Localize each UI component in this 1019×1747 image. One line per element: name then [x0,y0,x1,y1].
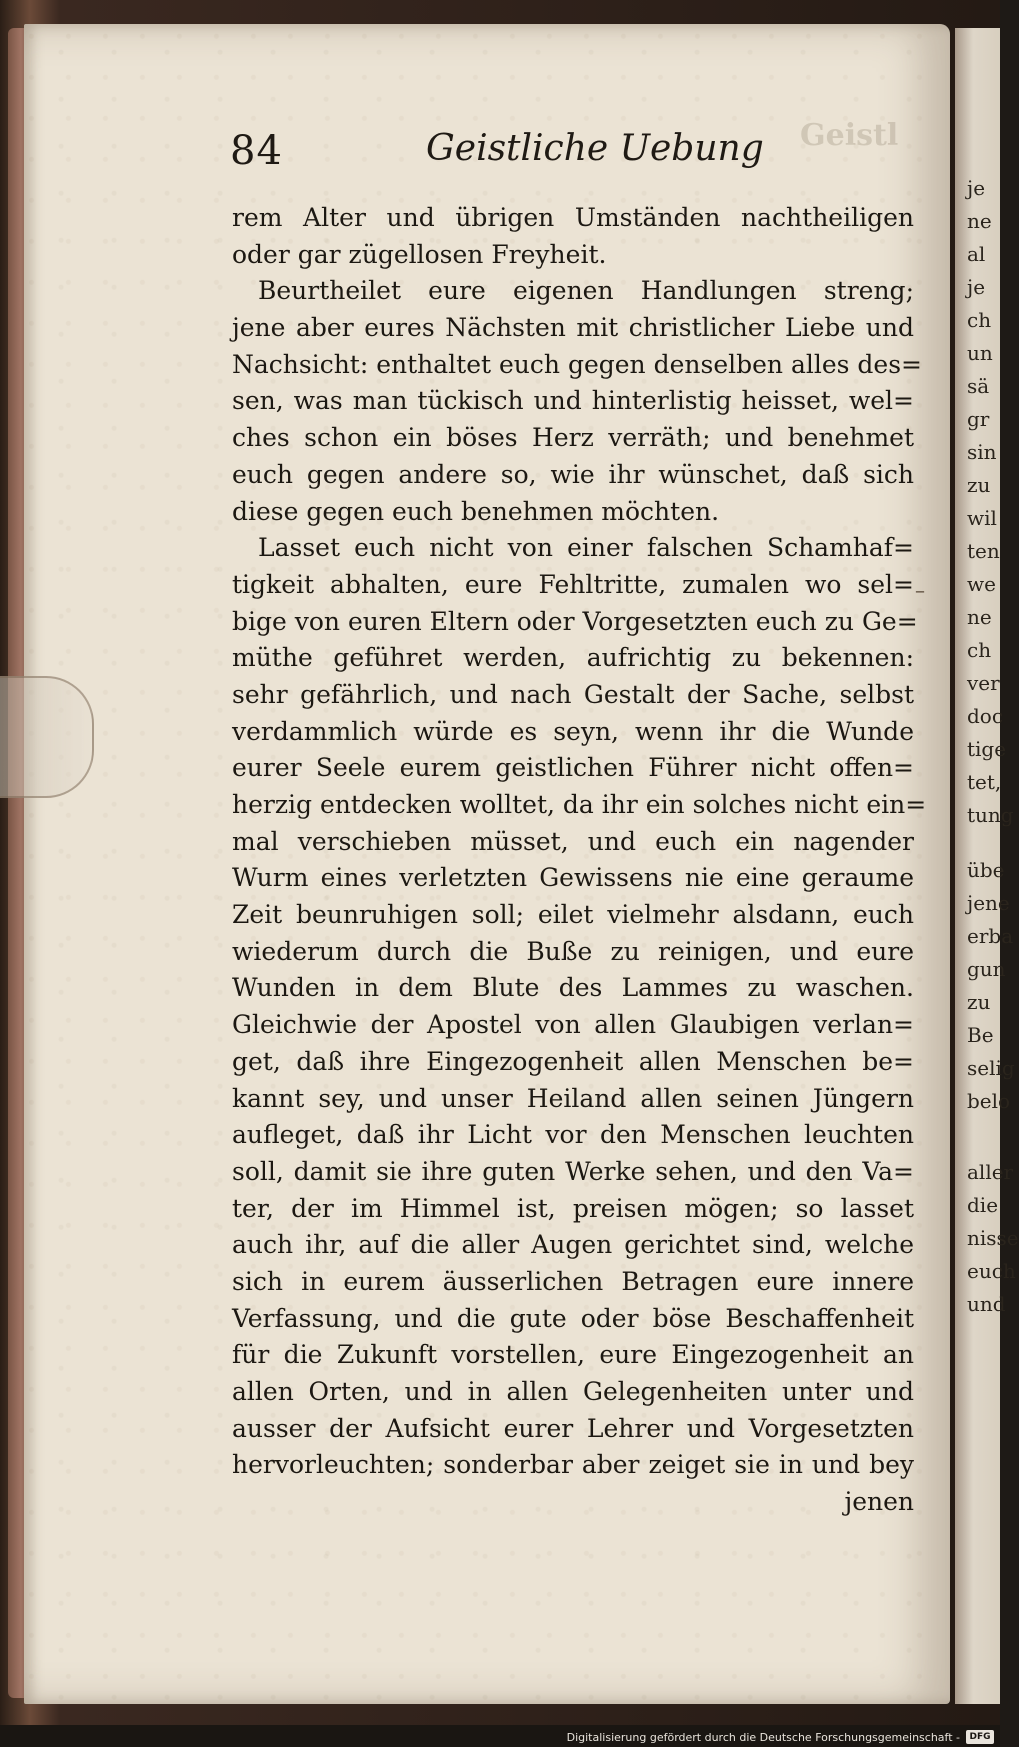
facing-page-fragment: belo [967,1089,1011,1113]
text-line: sich in eurem äusserlichen Betragen eure innere [232,1266,914,1296]
facing-page-fragment: und [967,1292,1006,1316]
facing-page-fragment: euch [967,1259,1016,1283]
text-line: bige von euren Eltern oder Vorgesetzten euch zu Ge= [232,606,918,636]
text-line: sehr gefährlich, und nach Gestalt der Sache, selbst [232,679,914,709]
text-line: herzig entdecken wolltet, da ihr ein solches nicht ein= [232,790,927,819]
facing-page-fragment: tet, [967,770,1002,794]
facing-page-fragment: Be [967,1023,994,1047]
facing-page-fragment: aller [967,1160,1014,1184]
text-line: Wunden in dem Blute des Lammes zu waschen. [232,973,914,1003]
facing-page-fragment: zu [967,990,991,1014]
facing-page-fragment: gun [967,957,1006,981]
text-line: Nachsicht: enthaltet euch gegen denselben alles des= [232,349,923,379]
text-line: kannt sey, und unser Heiland allen seinen Jüngern [232,1083,914,1113]
facing-page-fragment: gr [967,407,990,431]
facing-page-fragment: ch [967,638,992,662]
facing-page-fragment: un [967,341,993,365]
facing-page-fragment: erba [967,924,1014,948]
facing-page-fragment: ch [967,308,992,332]
text-line: Wurm eines verletzten Gewissens nie eine geraume [232,863,914,893]
bleed-through-ghost: Geistl [800,118,899,153]
text-line: get, daß ihre Eingezogenheit allen Menschen be= [232,1046,914,1076]
footer-credit: Digitalisierung gefördert durch die Deutsche Forschungsgemeinschaft - [566,1731,960,1744]
facing-page-fragment: selig [967,1056,1015,1080]
text-line: oder gar zügellosen Freyheit. [232,239,607,269]
text-line: rem Alter und übrigen Umständen nachtheiligen [232,203,914,232]
facing-page-fragment: we [967,572,996,596]
text-line: tigkeit abhalten, eure Fehltritte, zumalen wo sel= [232,569,914,599]
text-line: müthe geführet werden, aufrichtig zu bekennen: [232,643,914,673]
facing-page-fragment: ne [967,209,992,233]
text-line: hervorleuchten; sonderbar aber zeiget sie in und bey [232,1450,914,1480]
facing-page-fragment: die [967,1193,999,1217]
text-line: mal verschieben müsset, und euch ein nagender [232,826,914,856]
facing-page-edge [955,28,1019,1704]
catchword: jenen [844,1487,914,1517]
text-line: Verfassung, und die gute oder böse Beschaffenheit [232,1303,914,1333]
text-line: diese gegen euch benehmen möchten. [232,496,720,526]
dfg-logo: DFG [966,1730,994,1744]
facing-page-fragment: sin [967,440,997,464]
text-line: verdammlich würde es seyn, wenn ihr die Wunde [232,716,914,746]
text-line: Beurtheilet eure eigenen Handlungen streng; [258,276,914,306]
text-line: für die Zukunft vorstellen, eure Eingezogenheit an [232,1340,914,1370]
text-line: sen, was man tückisch und hinterlistig heisset, wel= [232,386,914,416]
text-line: ausser der Aufsicht eurer Lehrer und Vorgesetzten [232,1413,914,1443]
running-title: Geistliche Uebung [426,128,764,169]
facing-page-fragment: sä [967,374,990,398]
facing-page-fragment: je [967,176,986,200]
facing-page-fragment: wil [967,506,997,530]
page-number: 84 [230,128,283,174]
text-line: soll, damit sie ihre guten Werke sehen, und den Va= [232,1156,914,1186]
text-line: aufleget, daß ihr Licht vor den Menschen leuchten [232,1120,914,1150]
text-line: jene aber eures Nächsten mit christlicher Liebe und [232,313,914,343]
text-line: Lasset euch nicht von einer falschen Schamhaf= [258,533,914,563]
facing-page-fragment: al [967,242,986,266]
text-line: Zeit beunruhigen soll; eilet vielmehr alsdann, euch [232,900,914,930]
footer-bar [0,1725,1000,1747]
facing-page-fragment: nisse [967,1226,1019,1250]
facing-page-fragment: tige [967,737,1007,761]
facing-page-fragment: doc [967,704,1004,728]
facing-page-fragment: zu [967,473,991,497]
facing-page-fragment: ne [967,605,992,629]
text-line: auch ihr, auf die aller Augen gerichtet sind, welche [232,1230,914,1260]
bookmark-tab [0,676,94,798]
facing-page-fragment: jene [967,891,1010,915]
facing-page-fragment: ver [967,671,1000,695]
facing-page-fragment: je [967,275,986,299]
text-line: wiederum durch die Buße zu reinigen, und eure [232,936,914,966]
text-line: Gleichwie der Apostel von allen Glaubigen verlan= [232,1010,914,1040]
text-line: allen Orten, und in allen Gelegenheiten unter und [232,1377,914,1406]
facing-page-fragment: tung [967,803,1014,827]
text-line: ches schon ein böses Herz verräth; und benehmet [232,423,914,453]
body-text [232,200,927,1521]
margin-mark: – [915,578,925,602]
text-line: eurer Seele eurem geistlichen Führer nicht offen= [232,753,914,783]
facing-page-fragment: ten [967,539,1000,563]
facing-page-fragment: übe [967,858,1005,882]
text-line: ter, der im Himmel ist, preisen mögen; so lasset [232,1193,914,1223]
text-line: euch gegen andere so, wie ihr wünschet, daß sich [232,459,914,489]
page-header [230,128,930,184]
